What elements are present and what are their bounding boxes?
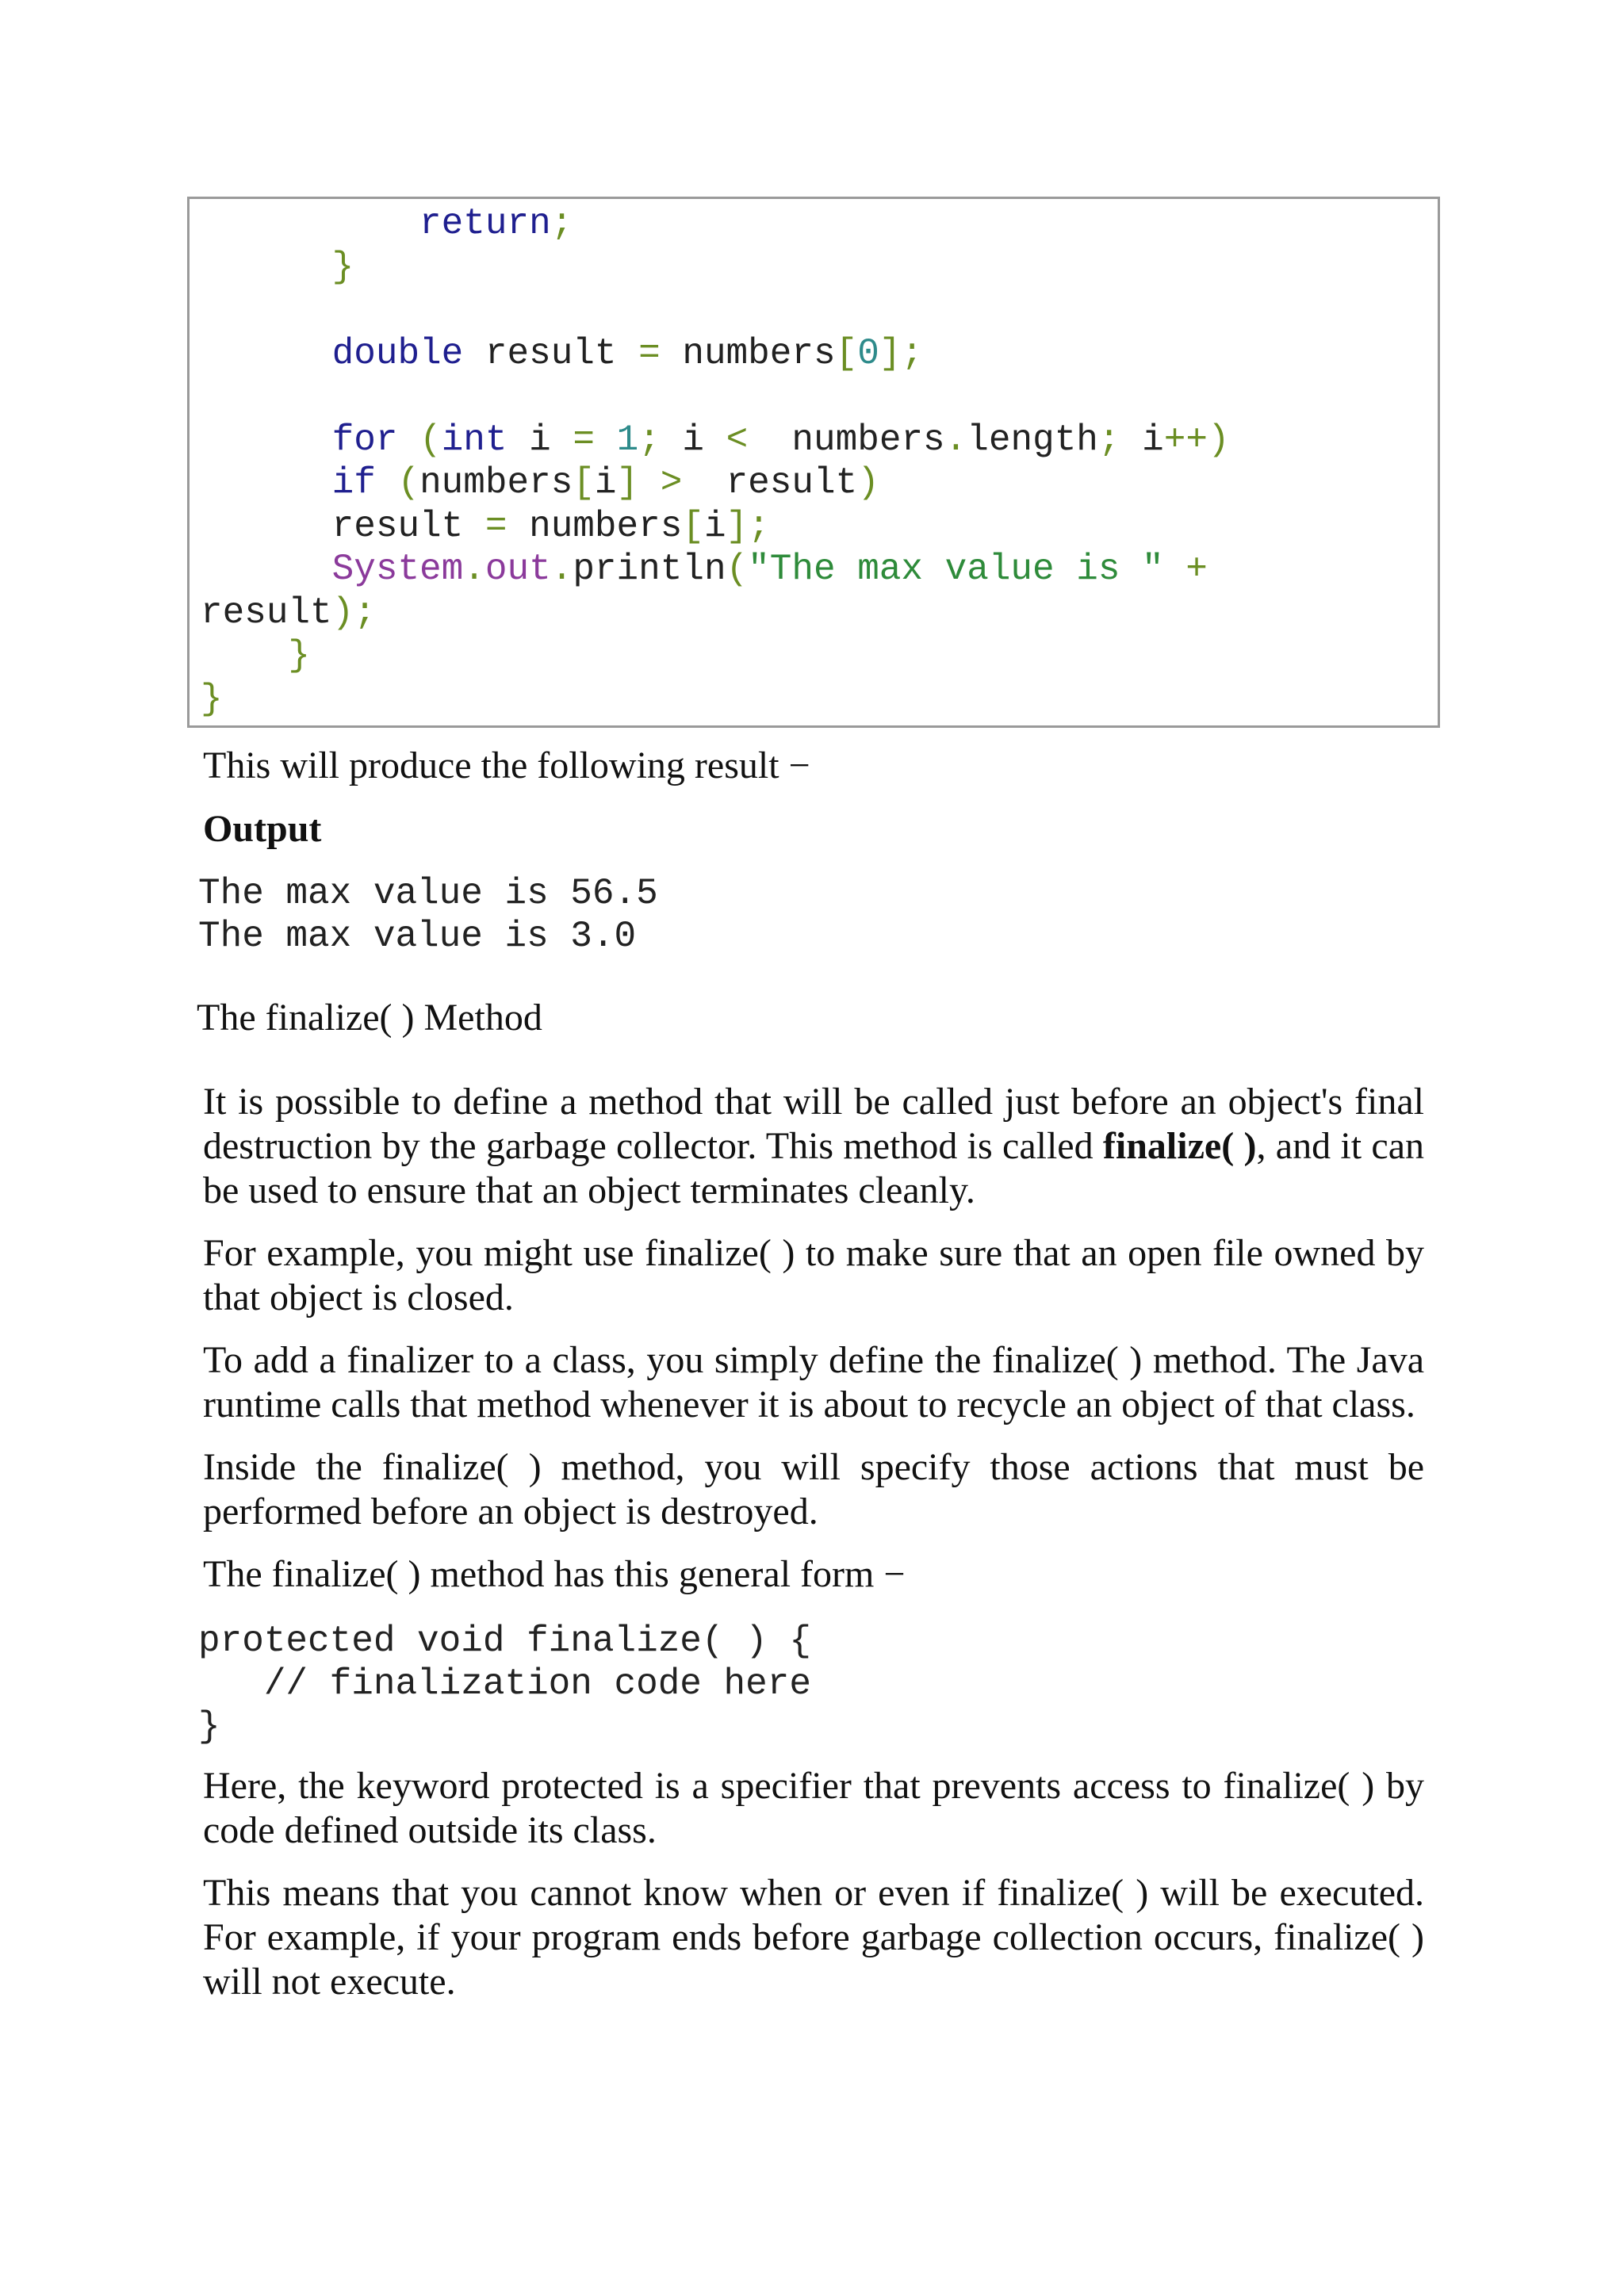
code-token: [ xyxy=(573,462,595,503)
code-token: = xyxy=(485,505,508,547)
code-line xyxy=(201,246,354,289)
code-token: out xyxy=(485,549,551,590)
code-token: ) xyxy=(857,462,879,503)
code-token: if xyxy=(331,462,376,503)
code-token: result xyxy=(682,462,858,503)
code-token: int xyxy=(441,419,508,461)
code-token: ( xyxy=(375,462,420,503)
paragraph-example: For example, you might use finalize( ) to make sure that an open file owned by that object is closed. xyxy=(203,1232,1424,1318)
code-token xyxy=(638,462,661,503)
code-token xyxy=(595,419,617,461)
code-token: ; xyxy=(638,419,661,461)
code-token: . xyxy=(550,549,573,590)
output-line: The max value is 56.5 xyxy=(198,873,658,914)
code-token: i xyxy=(660,419,726,461)
code-token: numbers xyxy=(419,462,573,503)
code-token: . xyxy=(944,419,967,461)
form-code-line: } xyxy=(198,1706,220,1747)
code-line xyxy=(201,332,923,375)
output-line: The max value is 3.0 xyxy=(198,916,637,957)
code-token: ( xyxy=(726,549,749,590)
code-token: i xyxy=(507,419,573,461)
code-token: [ xyxy=(835,332,858,374)
code-block xyxy=(187,197,1440,728)
code-token: ++) xyxy=(1163,419,1230,461)
code-token: [ xyxy=(682,505,704,547)
code-token: ; xyxy=(550,203,573,244)
code-token: ]; xyxy=(726,505,770,547)
code-token: . xyxy=(463,549,485,590)
code-token: numbers xyxy=(507,505,683,547)
code-line xyxy=(201,419,1230,461)
paragraph-general-form: The finalize( ) method has this general form − xyxy=(203,1553,906,1595)
finalize-bold: finalize( ) xyxy=(1102,1125,1257,1167)
code-token: numbers xyxy=(748,419,945,461)
code-token: } xyxy=(201,678,223,720)
code-token: ; xyxy=(1097,419,1120,461)
code-token: = xyxy=(638,332,661,374)
code-token: 0 xyxy=(857,332,879,374)
code-token: double xyxy=(331,332,464,374)
code-token: System xyxy=(331,549,464,590)
code-token: = xyxy=(573,419,595,461)
code-token: result xyxy=(201,591,332,633)
code-token: result xyxy=(463,332,639,374)
section-title: The finalize( ) Method xyxy=(197,997,542,1039)
code-line xyxy=(201,461,879,504)
code-token: 1 xyxy=(616,419,639,461)
form-code-line: protected void finalize( ) { xyxy=(198,1621,811,1662)
code-token: "The max value is " xyxy=(748,549,1164,590)
code-line xyxy=(201,634,310,677)
paragraph-add-finalizer: To add a finalizer to a class, you simply define the finalize( ) method. The Java runtime calls that method whenever it is about to recycle an object of that class. xyxy=(203,1339,1424,1425)
paragraph-cannot-know: This means that you cannot know when or even if finalize( ) will be executed. For example, if your program ends before garbage collection occurs, finalize( ) will not execute. xyxy=(203,1872,1424,2003)
code-token: } xyxy=(288,635,311,676)
code-line xyxy=(201,202,573,245)
code-token: return xyxy=(419,203,551,244)
paragraph-intro xyxy=(203,1080,1424,1213)
code-token: ]; xyxy=(879,332,924,374)
para1-text-b: , and it can be used to ensure that an object terminates cleanly. xyxy=(203,1125,1424,1211)
code-token: i xyxy=(594,462,617,503)
paragraph-protected: Here, the keyword protected is a specifier that prevents access to finalize( ) by code defined outside its class. xyxy=(203,1765,1424,1851)
para1-text-a: It is possible to define a method that will be called just before an object's final destruction by the garbage collector. This method is called xyxy=(203,1081,1424,1167)
code-token: < xyxy=(726,419,749,461)
code-token: length xyxy=(967,419,1098,461)
code-token: ] xyxy=(616,462,639,503)
code-token: i xyxy=(1120,419,1164,461)
code-line xyxy=(201,678,223,721)
result-intro: This will produce the following result − xyxy=(203,744,810,786)
code-token: println xyxy=(573,549,726,590)
code-token: > xyxy=(660,462,683,503)
code-line xyxy=(201,548,1208,591)
code-line xyxy=(201,505,770,548)
paragraph-inside: Inside the finalize( ) method, you will specify those actions that must be performed before an object is destroyed. xyxy=(203,1446,1424,1533)
code-token: for xyxy=(331,419,398,461)
output-heading: Output xyxy=(203,808,322,850)
code-line xyxy=(201,591,376,634)
code-token: numbers xyxy=(660,332,836,374)
code-token: } xyxy=(331,246,354,288)
form-code-line: // finalization code here xyxy=(198,1663,811,1705)
code-token: + xyxy=(1163,549,1208,590)
code-token: ); xyxy=(331,591,376,633)
code-token: result xyxy=(331,505,485,547)
code-token: ( xyxy=(397,419,442,461)
code-token: i xyxy=(703,505,726,547)
